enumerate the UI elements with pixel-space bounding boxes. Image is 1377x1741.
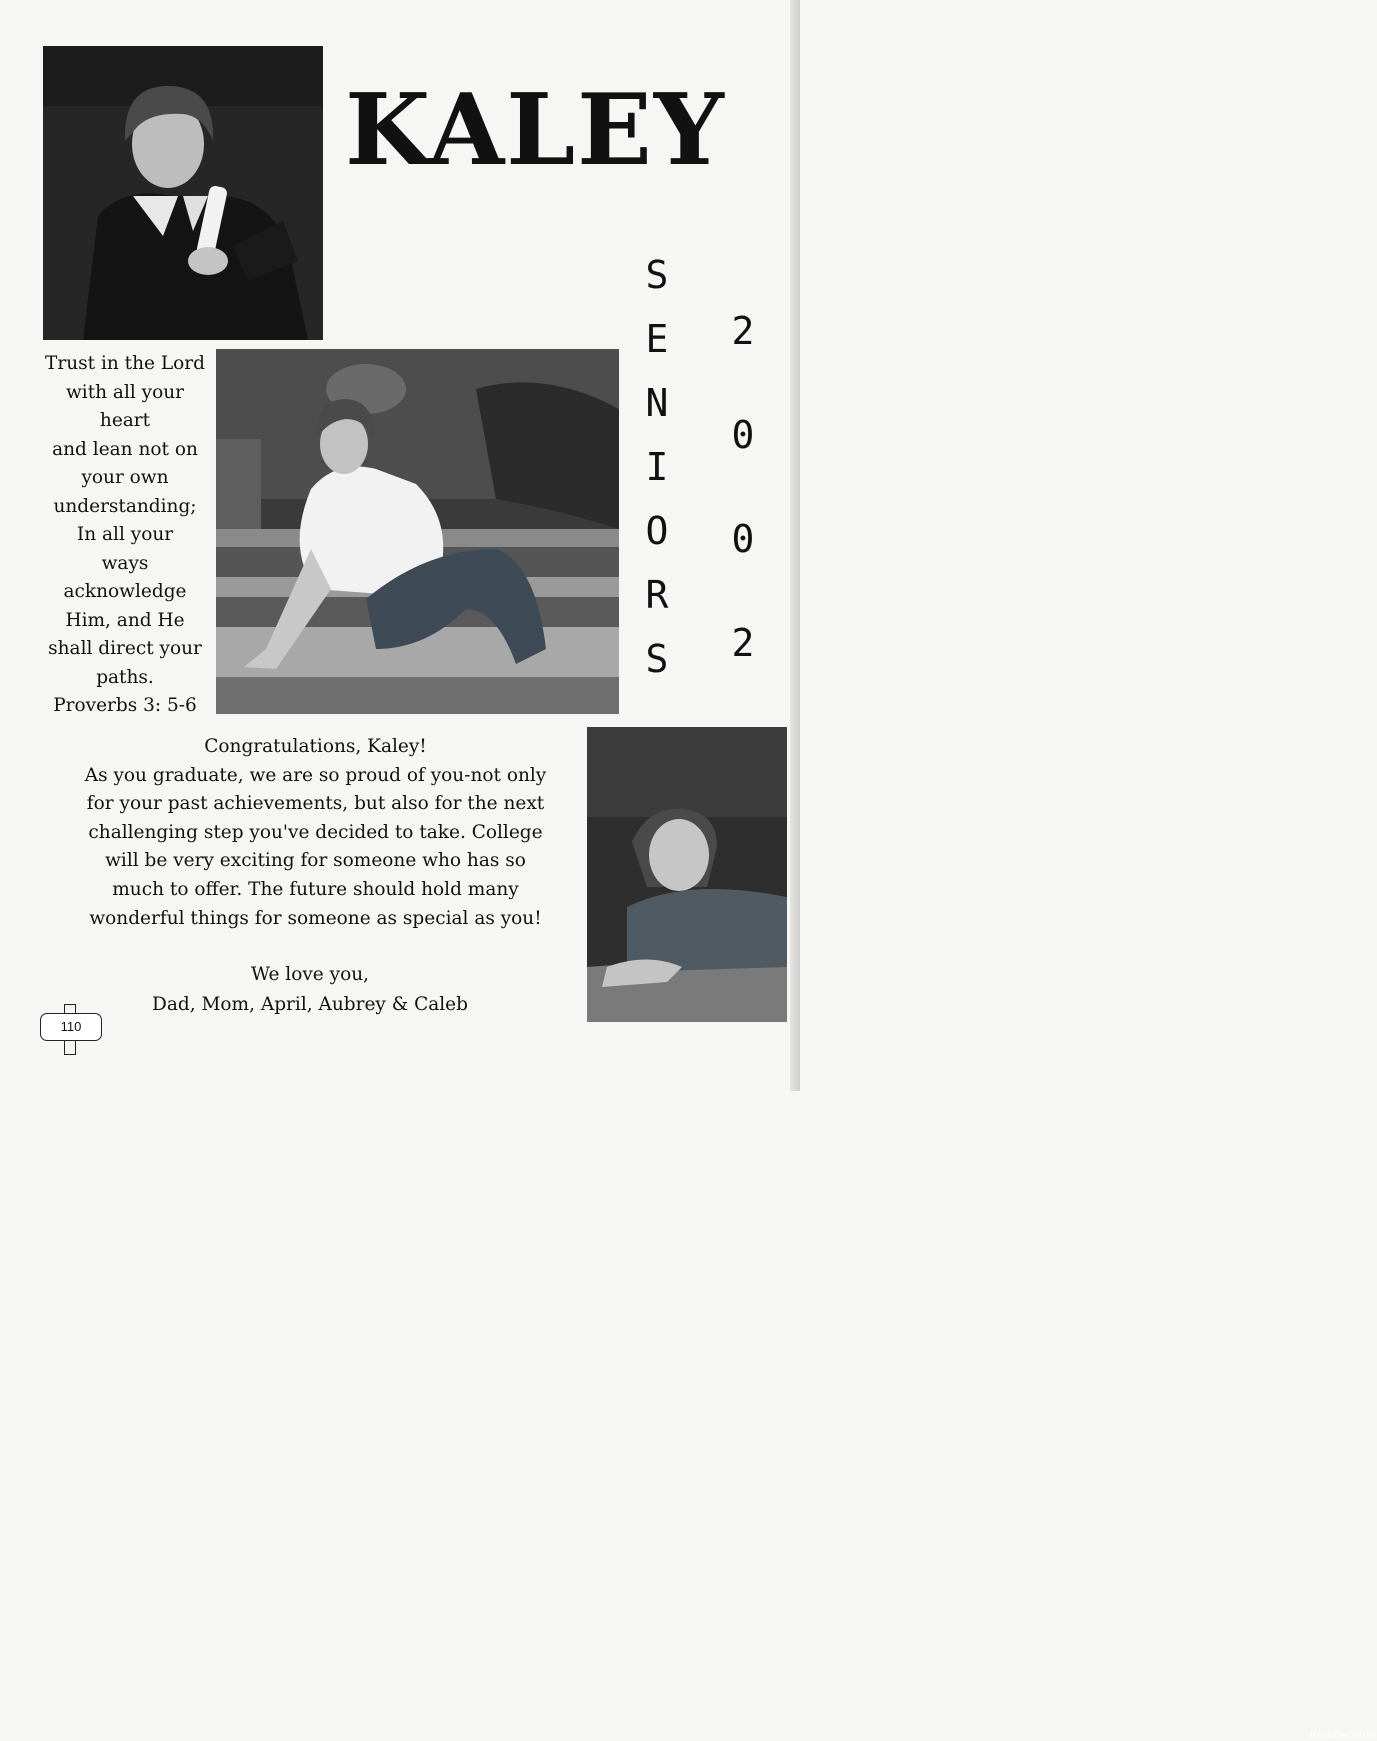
signoff-line: We love you, bbox=[250, 964, 370, 985]
seniors-letter: O bbox=[645, 509, 669, 553]
page-number: 110 bbox=[40, 1013, 102, 1041]
photographer-logo: Recollections bbox=[1309, 1730, 1377, 1741]
verse-line: shall direct your bbox=[48, 638, 202, 659]
signoff bbox=[100, 960, 520, 1020]
page-title: KALEY bbox=[345, 73, 726, 188]
outdoor-portrait-photo bbox=[587, 727, 1377, 1741]
garden-steps-photo bbox=[216, 349, 619, 714]
verse-line: Him, and He bbox=[65, 609, 185, 631]
verse-line: your own bbox=[81, 467, 169, 488]
year-digit: 2 bbox=[731, 309, 755, 353]
tab-stem-bottom bbox=[64, 1040, 76, 1055]
verse-line: acknowledge bbox=[63, 581, 187, 602]
verse-citation: Proverbs 3: 5-6 bbox=[53, 695, 197, 716]
seniors-letter: S bbox=[645, 637, 669, 681]
seniors-vertical-text bbox=[637, 253, 677, 704]
bible-verse bbox=[28, 350, 222, 721]
message-line: As you graduate, we are so proud of you-not only bbox=[84, 764, 547, 786]
page-edge bbox=[790, 0, 800, 1091]
page-number-tab bbox=[40, 1004, 102, 1054]
verse-line: and lean not on bbox=[52, 438, 198, 460]
year-digit: 2 bbox=[731, 621, 755, 665]
verse-line: paths. bbox=[96, 666, 154, 688]
verse-line: heart bbox=[99, 410, 151, 431]
message-line: much to offer. The future should hold many bbox=[112, 878, 519, 900]
verse-line: with all your bbox=[65, 381, 185, 403]
seniors-letter: N bbox=[645, 381, 669, 425]
graduation-photo bbox=[43, 46, 323, 340]
message-line: wonderful things for someone as special as you! bbox=[89, 907, 542, 929]
year-digit: 0 bbox=[731, 413, 755, 457]
seniors-letter: S bbox=[645, 253, 669, 297]
year-digit: 0 bbox=[731, 517, 755, 561]
verse-line: In all your bbox=[76, 524, 174, 545]
verse-line: Trust in the Lord bbox=[45, 353, 205, 374]
verse-line: understanding; bbox=[53, 495, 197, 517]
seniors-letter: E bbox=[645, 317, 669, 361]
message-line: Congratulations, Kaley! bbox=[204, 736, 427, 757]
signoff-names: Dad, Mom, April, Aubrey & Caleb bbox=[152, 994, 468, 1015]
message-line: challenging step you've decided to take. College bbox=[88, 821, 543, 843]
seniors-letter: R bbox=[645, 573, 669, 617]
seniors-letter: I bbox=[645, 445, 669, 489]
congratulations-message bbox=[38, 733, 593, 933]
message-line: will be very exciting for someone who has so bbox=[105, 850, 526, 872]
year-vertical-text bbox=[723, 309, 763, 728]
verse-line: ways bbox=[101, 552, 149, 574]
message-line: for your past achievements, but also for the next bbox=[86, 793, 545, 815]
